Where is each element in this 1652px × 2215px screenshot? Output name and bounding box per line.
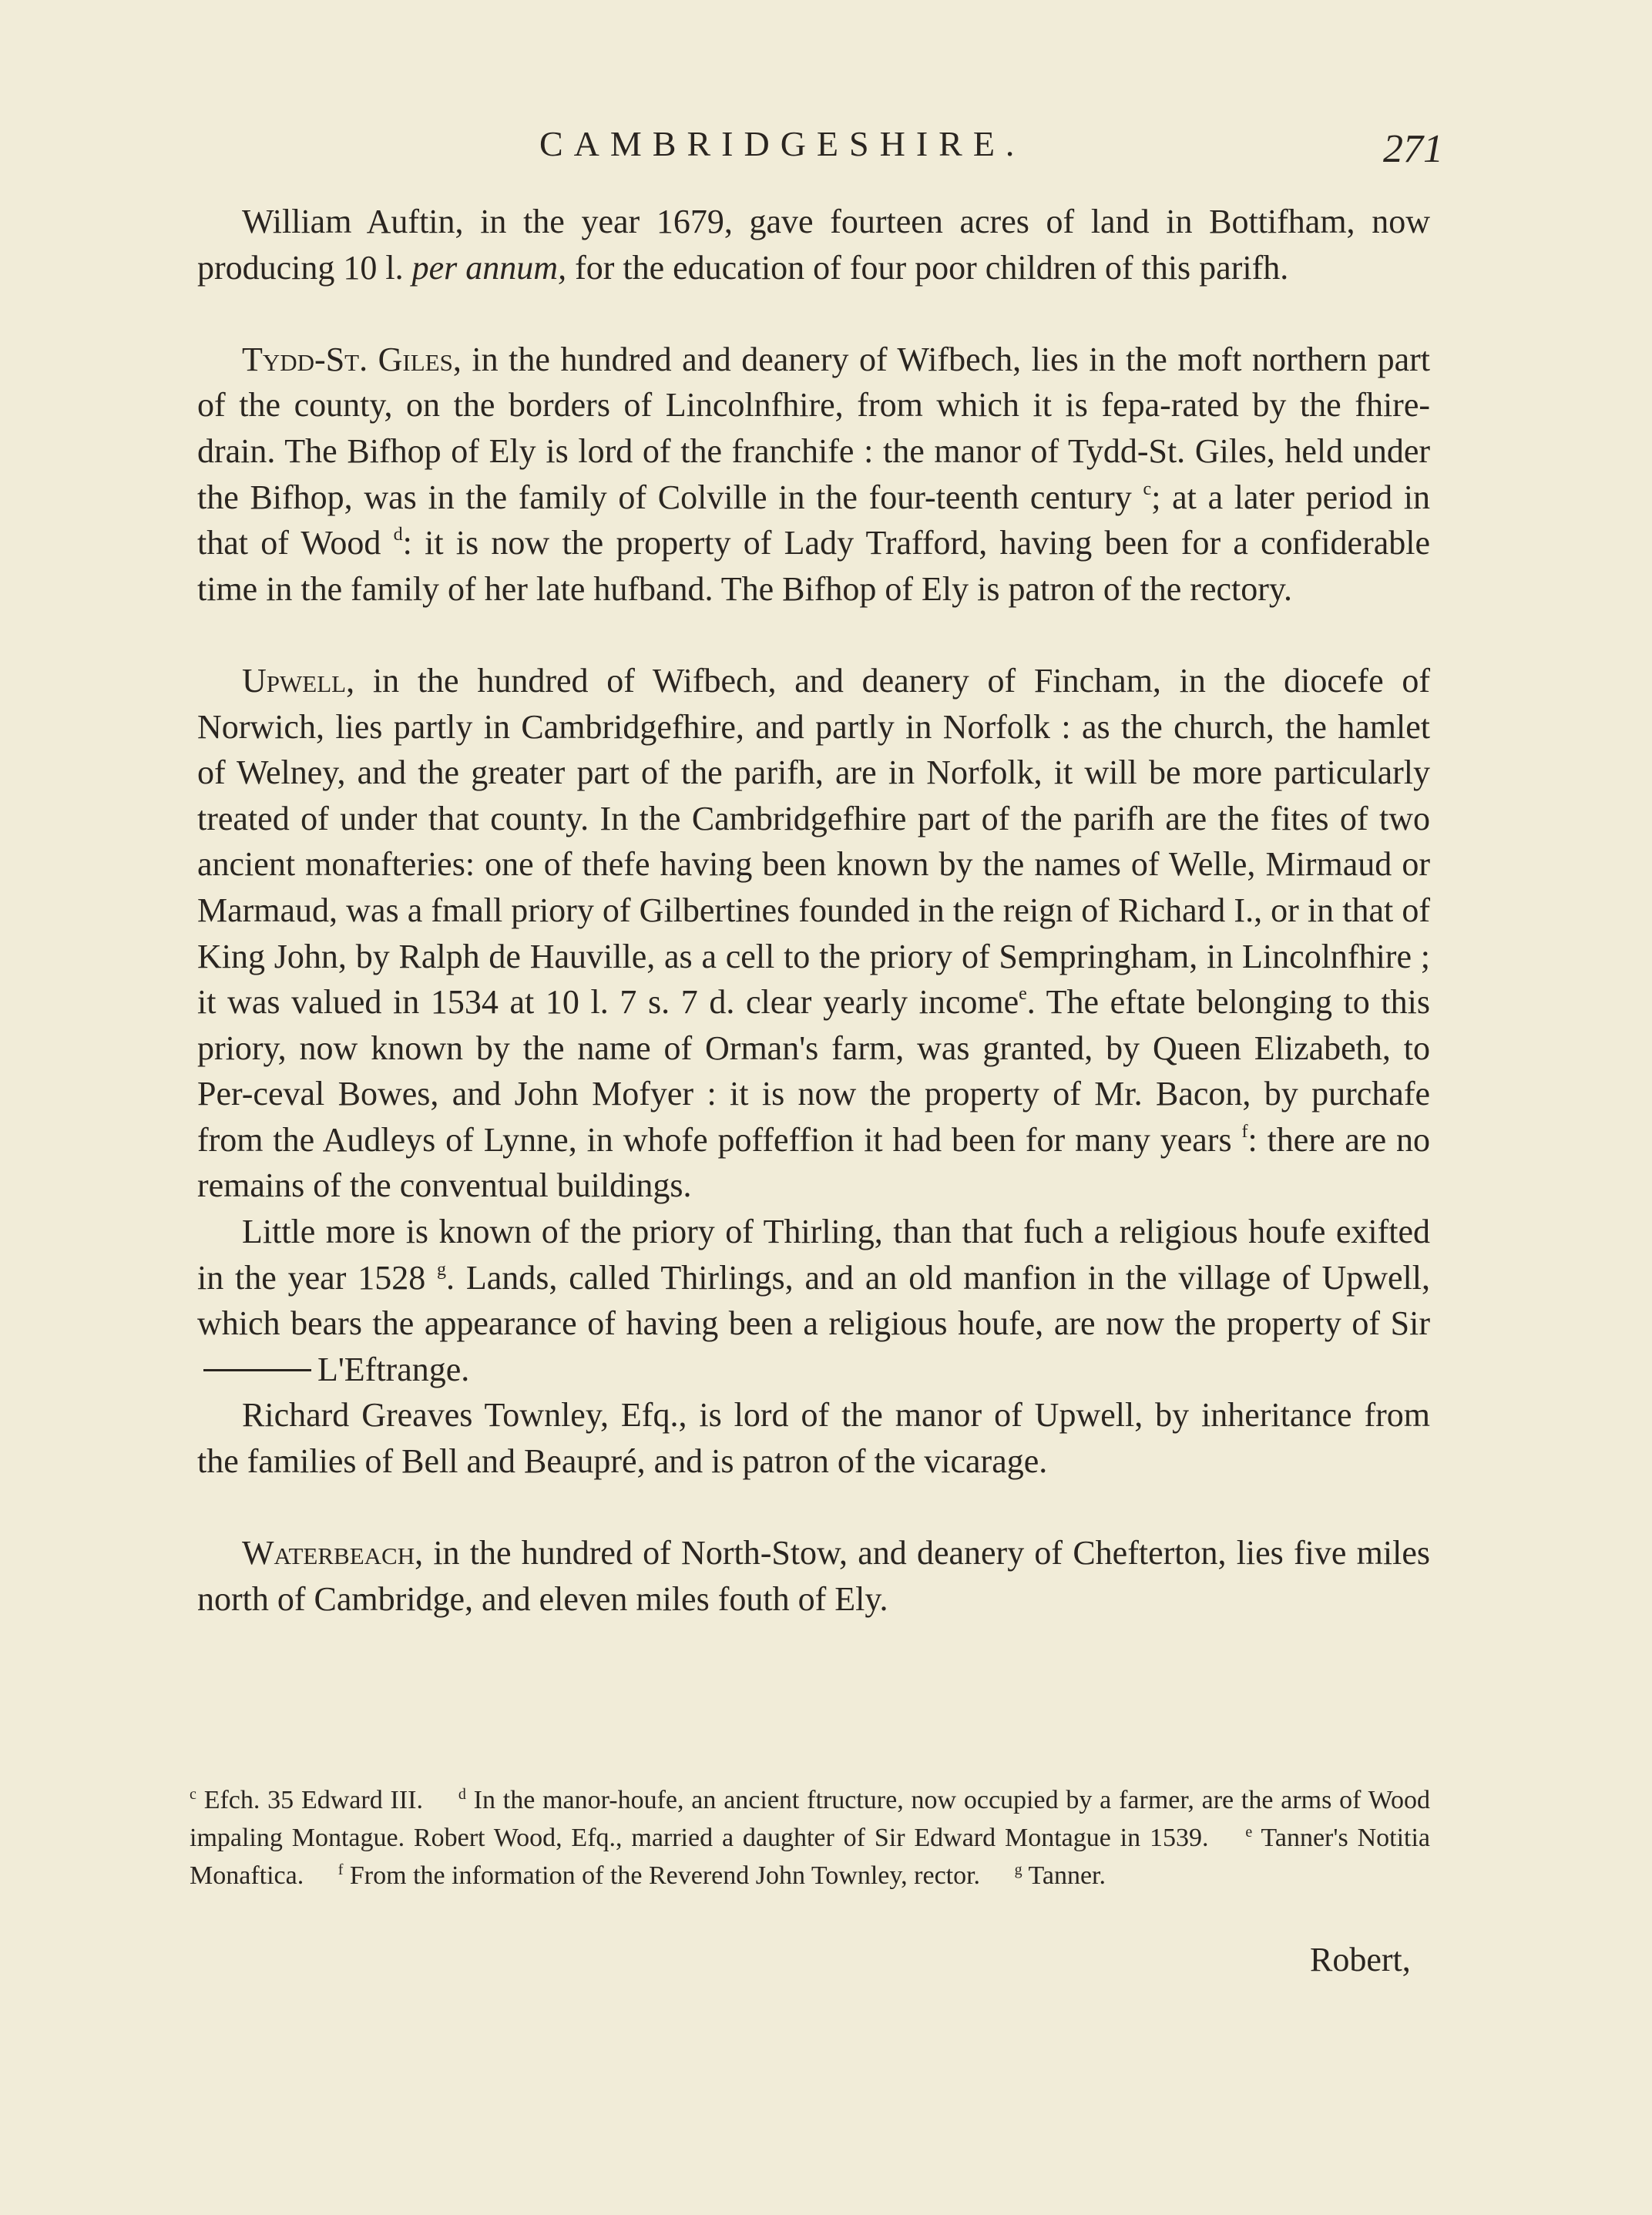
paragraph-gap [197,290,1430,337]
footnote: $^f$ From the information of the Reverend John Townley, rector. [337,1861,981,1890]
paragraph-townley: Richard Greaves Townley, Efq., is lord of the manor of Upwell, by inheritance from the families of Bell and Beaupré, and is patron of the vicarage. [197,1396,1430,1481]
paragraph-thirling: Little more is known of the priory of Thirling, than that fuch a religious houfe exifted in the year 1528 $^g$. Lands, called Thirlings, and an old manfion in the village of Upwell, which bears the appearance of having been a religious houfe, are now the property of SirL'Eftrange. [197,1213,1430,1388]
catchword: Robert, [1310,1941,1411,1978]
footnote: $^c$ Efch. 35 Edward III. [190,1786,423,1814]
place-heading-tydd: Tydd-St. Giles, [242,340,462,378]
page-number: 271 [1383,127,1443,171]
running-head [0,123,1652,169]
footnote-ref-d: d [393,525,403,545]
footnote-ref-g: g [437,1259,447,1280]
paragraph-austin-bequest: William Auftin, in the year 1679, gave fourteen acres of land in Bottifham, now producing 10 l. per annum, for the education of four poor children of this parifh. [197,203,1430,287]
footnote-ref-e: e [1019,984,1027,1005]
name-blank-rule [203,1369,311,1371]
paragraph-gap [197,1485,1430,1531]
footnote: $^g$ Tanner. [1014,1861,1106,1890]
place-heading-waterbeach: Waterbeach, [242,1534,424,1572]
body-text [197,199,1430,1622]
footnotes [190,1781,1430,1894]
paragraph-waterbeach: Waterbeach, in the hundred of North-Stow, and deanery of Chefterton, lies five miles north of Cambridge, and eleven miles fouth of Ely. [197,1534,1430,1618]
footnote: $^d$ In the manor-houfe, an ancient ftructure, now occupied by a farmer, are the arms of Wood impaling Montague. Robert Wood, Efq., married a daughter of Sir Edward Montague in 1539. [190,1786,1431,1852]
paragraph-tydd-st-giles: Tydd-St. Giles, in the hundred and deanery of Wifbech, lies in the moft northern part of the county, on the borders of Lincolnfhire, from which it is fepa-rated by the fhire-drain. The Bifhop of Ely is lord of the franchife : the manor of Tydd-St. Giles, held under the Bifhop, was in the family of Colville in the four-teenth century $^c$; at a later period in that of Wood $^d$: it is now the property of Lady Trafford, having been for a confiderable time in the family of her late hufband. The Bifhop of Ely is patron of the rectory. [197,340,1431,608]
italic-phrase: per annum, [411,248,567,287]
footnote: $^e$ Tanner's Notitia Monaftica. [190,1824,1431,1890]
running-title: CAMBRIDGESHIRE. [539,124,1026,163]
paragraph-upwell: Upwell, in the hundred of Wifbech, and deanery of Fincham, in the diocefe of Norwich, lies partly in Cambridgefhire, and partly in Norfolk : as the church, the hamlet of Welney, and the greater part of the parifh, are in Norfolk, it will be more particularly treated of under that county. In the Cambridgefhire part of the parifh are the fites of two ancient monafteries: one of thefe having been known by the names of Welle, Mirmaud or Marmaud, was a fmall priory of Gilbertines founded in the reign of Richard I., or in that of King John, by Ralph de Hauville, as a cell to the priory of Sempringham, in Lincolnfhire ; it was valued in 1534 at 10 l. 7 s. 7 d. clear yearly income$^e$. The eftate belonging to this priory, now known by the name of Orman's farm, was granted, by Queen Elizabeth, to Per-ceval Bowes, and John Mofyer : it is now the property of Mr. Bacon, by purchafe from the Audleys of Lynne, in whofe poffeffion it had been for many years $^f$: there are no remains of the conventual buildings. [197,661,1431,1205]
footnote-ref-c: c [1143,478,1152,499]
place-heading-upwell: Upwell, [242,661,355,700]
paragraph-gap [197,612,1430,658]
footnote-ref-f: f [1241,1121,1248,1142]
